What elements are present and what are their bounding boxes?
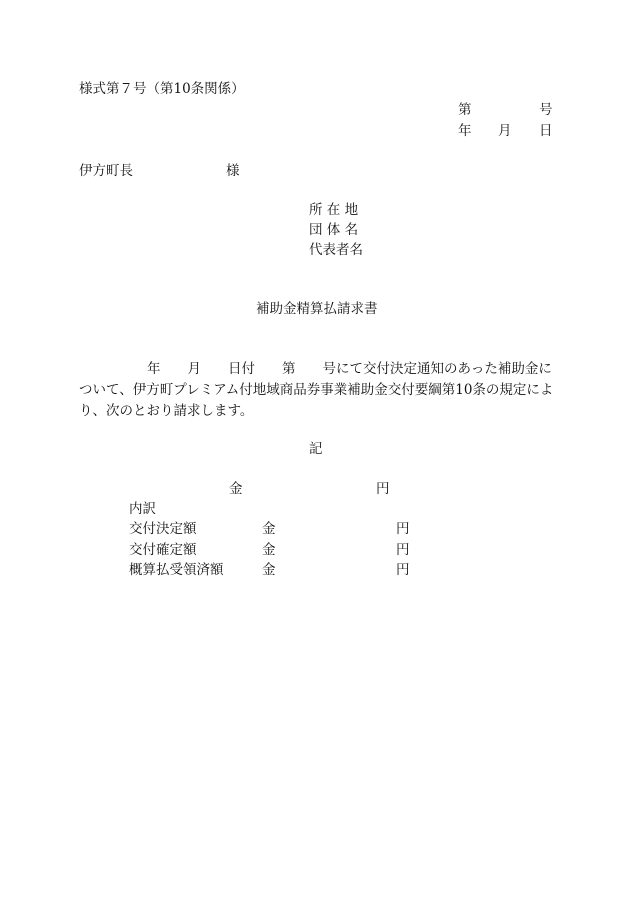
date-month: 月: [498, 123, 512, 139]
date-year: 年: [458, 123, 472, 139]
ki-heading: 記: [309, 441, 323, 457]
breakdown-row-label: 交付決定額: [129, 521, 197, 537]
breakdown-heading: 内訳: [129, 501, 156, 517]
applicant-address-label: 所 在 地: [309, 202, 359, 218]
breakdown-row-label: 概算払受領済額: [129, 562, 224, 578]
doc-number-prefix: 第: [458, 102, 472, 118]
recipient-name: 伊方町長: [79, 163, 133, 179]
breakdown-row-unit: 円: [396, 542, 410, 558]
body-number-prefix: 第: [282, 361, 296, 377]
total-amount-label: 金: [229, 481, 243, 497]
body-year: 年: [147, 361, 161, 377]
breakdown-row-label: 交付確定額: [129, 542, 197, 558]
recipient-honorific: 様: [226, 163, 240, 179]
request-body-paragraph: [79, 359, 555, 422]
breakdown-row-kin: 金: [262, 542, 276, 558]
breakdown-row-unit: 円: [396, 562, 410, 578]
applicant-representative-label: 代表者名: [309, 242, 363, 258]
form-identifier: 様式第７号（第10条関係）: [79, 81, 245, 97]
total-amount-unit: 円: [376, 481, 390, 497]
body-month: 月: [187, 361, 201, 377]
breakdown-row-kin: 金: [262, 562, 276, 578]
applicant-org-name-label: 団 体 名: [309, 222, 359, 238]
breakdown-row-unit: 円: [396, 521, 410, 537]
body-text: 号にて交付決定通知のあった補助金について、伊方町プレミアム付地域商品券事業補助金交付要綱第10条の規定により、次のとおり請求します。: [79, 361, 554, 419]
doc-number-suffix: 号: [539, 102, 553, 118]
date-day: 日: [539, 123, 553, 139]
body-date-suffix: 日付: [228, 361, 255, 377]
document-title: 補助金精算払請求書: [256, 301, 378, 317]
breakdown-row-kin: 金: [262, 521, 276, 537]
